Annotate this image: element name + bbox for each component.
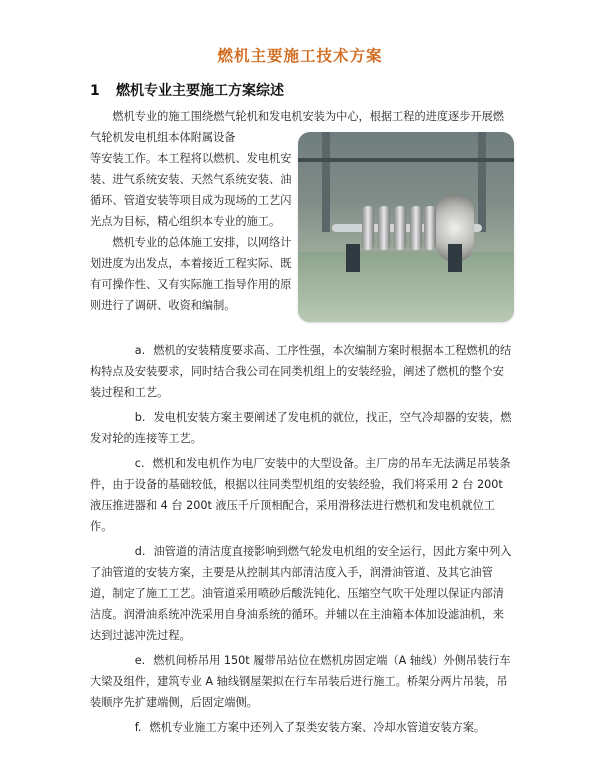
section-heading (90, 80, 284, 100)
list-item: d. 油管道的清洁度直接影响到燃气轮发电机组的安全运行，因此方案中列入了油管道的安装方案，主要是从控制其内部清洁度入手，润滑油管道、及其它油管道，制定了施工工艺。油管道采用喷砂后酸洗钝化、压缩空气吹干处理以保证内部清洁度。润滑油系统冲洗采用自身油系统的循环。并辅以在主油箱本体加设滤油机，来达到过滤冲洗过程。 (90, 545, 512, 642)
planning-paragraph: 燃机专业的总体施工安排，以网络计划进度为出发点，本着接近工程实际、既有可操作性、又有实际施工指导作用的原则进行了调研、收资和编制。 (90, 236, 292, 312)
list-item: e. 燃机间桥吊用 150t 履带吊站位在燃机房固定端（A 轴线）外侧吊装行车大梁及组件，建筑专业 A 轴线钢屋架拟在行车吊装后进行施工。桥架分两片吊装，吊装顺序先扩建端侧，后固定端侧。 (90, 654, 511, 709)
section-title: 燃机专业主要施工方案综述 (116, 83, 284, 99)
plan-item-list (90, 340, 512, 742)
support-stand-image (448, 244, 462, 272)
hall-column-image (322, 132, 330, 232)
list-item: f. 燃机专业施工方案中还列入了泵类安装方案、冷却水管道安装方案。 (134, 721, 486, 734)
list-item: a. 燃机的安装精度要求高、工序性强，本次编制方案时根据本工程燃机的结构特点及安装要求，同时结合我公司在同类机组上的安装经验，阐述了燃机的整个安装过程和工艺。 (90, 344, 512, 399)
list-item: c. 燃机和发电机作为电厂安装中的大型设备。主厂房的吊车无法满足吊装条件，由于设备的基础较低，根据以往同类型机组的安装经验，我们将采用 2 台 200t 液压推进器和 4 台 200t 液压千斤顶相配合，采用滑移法进行燃机和发电机就位工作。 (90, 457, 511, 533)
intro-paragraph-lead: 燃机专业的施工围绕燃气轮机和发电机安装为中心，根据工程的进度逐步开展燃气轮机发电机组本体附属设备 (90, 110, 504, 144)
gas-turbine-photo (298, 132, 514, 322)
floor-image (298, 252, 514, 322)
list-item: b. 发电机安装方案主要阐述了发电机的就位，找正，空气冷却器的安装，燃发对轮的连接等工艺。 (90, 411, 512, 445)
intro-wrapped-column (90, 148, 295, 316)
intro-paragraph-cont: 等安装工作。本工程将以燃机、发电机安装、进气系统安装、天然气系统安装、油循环、管道安装等项目成为现场的工艺闪光点为目标，精心组织本专业的施工。 (90, 152, 292, 228)
page-title: 燃机主要施工技术方案 (217, 47, 383, 65)
section-number: 1 (90, 83, 100, 99)
support-stand-image (346, 244, 360, 272)
crane-rail-image (298, 158, 514, 162)
